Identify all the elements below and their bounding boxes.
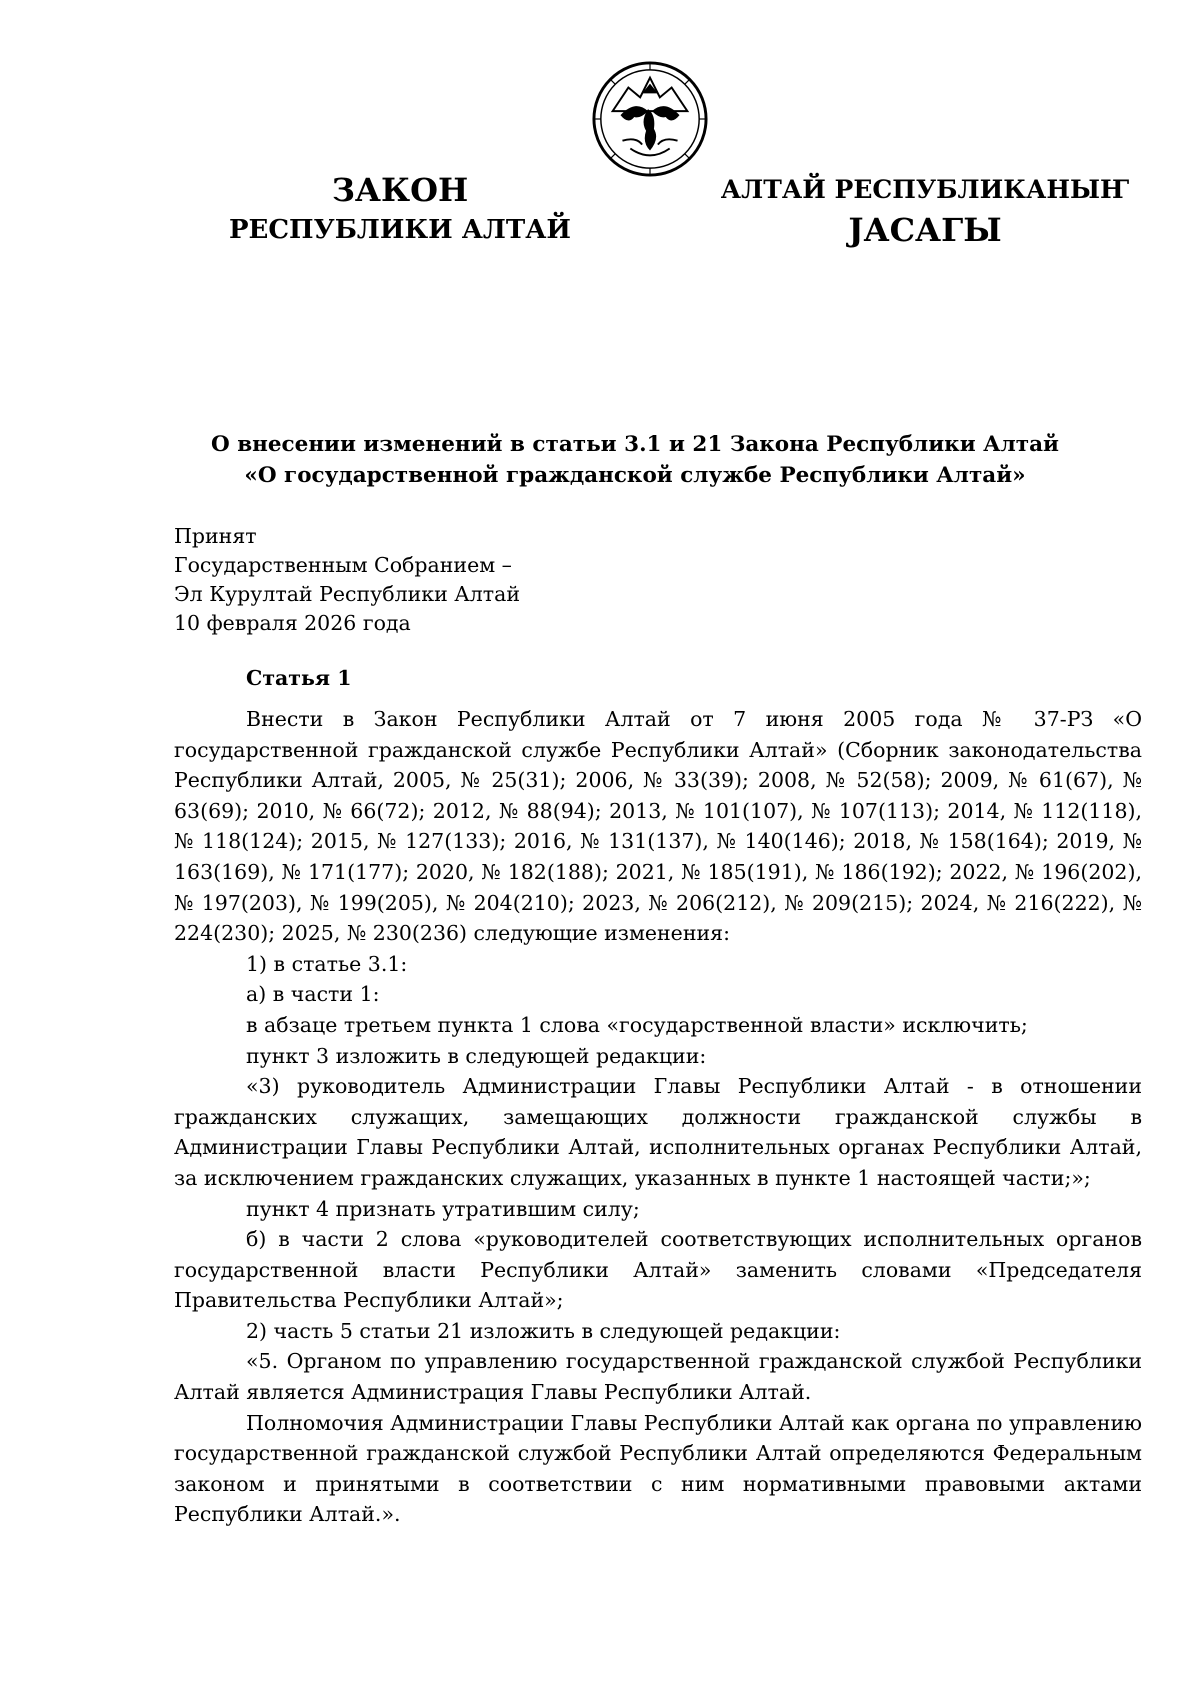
article-body [174,662,1142,1530]
article-paragraph: 2) часть 5 статьи 21 изложить в следующей редакции: [246,1318,841,1343]
article-paragraph: а) в части 1: [246,982,380,1007]
law-header-russian [205,170,595,250]
adoption-line: Принят [174,524,257,548]
article-paragraph: «3) руководитель Администрации Главы Республики Алтай - в отношении гражданских служащих, замещающих должности гражданской службы в Администрации Главы Республики Алтай, исполнительных органах Республики Алтай, за исключением гражданских служащих, указанных в пункте 1 настоящей части;»; [174,1074,1142,1190]
adoption-date: 10 февраля 2026 года [174,611,411,635]
article-paragraph: Внести в Закон Республики Алтай от 7 июня 2005 года № 37-РЗ «О государственной гражданской службе Республики Алтай» (Сборник законодательства Республики Алтай, 2005, № 25(31); 2006, № 33(39); 2008, № 52(58); 2009, № 61(67), № 63(69); 2010, № 66(72); 2012, № 88(94); 2013, № 101(107), № 107(113); 2014, № 112(118), № 118(124); 2015, № 127(133); 2016, № 131(137), № 140(146); 2018, № 158(164); 2019, № 163(169), № 171(177); 2020, № 182(188); 2021, № 185(191), № 186(192); 2022, № 196(202), № 197(203), № 199(205), № 204(210); 2023, № 206(212), № 209(215); 2024, № 216(222), № 224(230); 2025, № 230(236) следующие изменения: [174,707,1142,946]
law-title-line1: О внесении изменений в статьи 3.1 и 21 Закона Республики Алтай [210,432,1059,457]
article-paragraph: «5. Органом по управлению государственной гражданской службой Республики Алтай является Администрация Главы Республики Алтай. [174,1349,1142,1405]
article-paragraph: пункт 4 признать утратившим силу; [246,1196,640,1221]
article-heading: Статья 1 [246,666,352,690]
adoption-line: Государственным Собранием – [174,553,512,577]
law-header-altai-line1: АЛТАЙ РЕСПУБЛИКАНЫҤ [720,175,1130,204]
law-title [160,429,1110,491]
article-paragraph: Полномочия Администрации Главы Республики Алтай как органа по управлению государственной гражданской службой Республики Алтай определяются Федеральным законом и принятыми в соответствии с ним нормативными правовыми актами Республики Алтай.». [174,1410,1142,1527]
adoption-block [174,522,520,638]
law-header-altai [705,170,1145,250]
law-header-altai-line2: ЈАСАГЫ [848,211,1002,249]
article-paragraph: б) в части 2 слова «руководителей соответствующих исполнительных органов государственной власти Республики Алтай» заменить словами «Председателя Правительства Республики Алтай»; [174,1227,1142,1313]
law-header-subtitle: РЕСПУБЛИКИ АЛТАЙ [228,215,571,245]
article-paragraph: 1) в статье 3.1: [246,951,408,976]
article-paragraph: в абзаце третьем пункта 1 слова «государственной власти» исключить; [246,1012,1028,1037]
article-paragraph: пункт 3 изложить в следующей редакции: [246,1043,707,1068]
law-header-title: ЗАКОН [331,171,469,209]
adoption-line: Эл Курултай Республики Алтай [174,582,521,606]
coat-of-arms-emblem-icon [591,60,709,178]
law-title-line2: «О государственной гражданской службе Республики Алтай» [244,463,1026,488]
